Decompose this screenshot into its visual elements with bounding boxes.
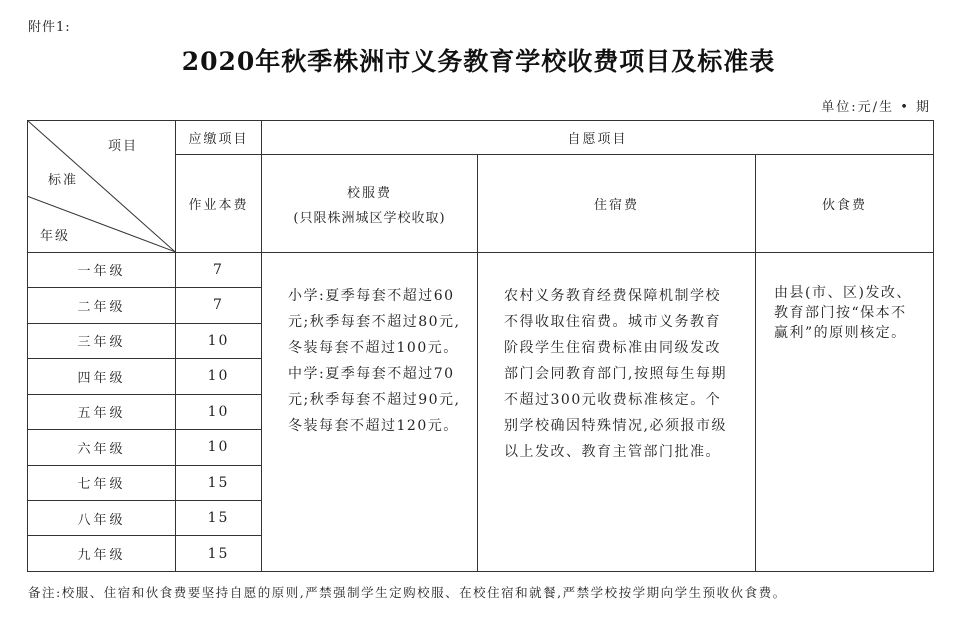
footnote: 备注:校服、住宿和伙食费要坚持自愿的原则,严禁强制学生定购校服、在校住宿和就餐,严禁学校按学期向学生预收伙食费。 <box>28 585 787 600</box>
homework-fee-cell: 10 <box>176 430 262 465</box>
homework-fee-cell: 15 <box>176 465 262 500</box>
grade-cell: 五年级 <box>28 394 176 429</box>
homework-fee-cell: 15 <box>176 536 262 572</box>
homework-fee-cell: 7 <box>176 288 262 323</box>
page-title: 2020年秋季株洲市义务教育学校收费项目及标准表 <box>181 47 776 76</box>
homework-fee-cell: 10 <box>176 394 262 429</box>
attachment-label: 附件1: <box>28 20 71 35</box>
homework-fee-header: 作业本费 <box>176 155 262 252</box>
grade-cell: 九年级 <box>28 536 176 572</box>
uniform-fee-description: 小学:夏季每套不超过60元;秋季每套不超过80元,冬装每套不超过100元。中学:夏季每套不超过70元;秋季每套不超过90元,冬装每套不超过120元。 <box>262 252 478 571</box>
diag-item-label: 项目 <box>108 139 139 154</box>
grade-cell: 八年级 <box>28 501 176 536</box>
homework-fee-cell: 7 <box>176 252 262 287</box>
homework-fee-cell: 10 <box>176 323 262 358</box>
homework-fee-cell: 10 <box>176 359 262 394</box>
diag-grade-label: 年级 <box>40 229 71 244</box>
homework-fee-cell: 15 <box>176 501 262 536</box>
uniform-fee-subtitle: (只限株洲城区学校收取) <box>293 210 446 226</box>
unit-label: 单位:元/生 • 期 <box>821 100 931 115</box>
voluntary-group-header: 自愿项目 <box>262 121 934 155</box>
grade-cell: 一年级 <box>28 252 176 287</box>
uniform-fee-title: 校服费 <box>346 185 392 201</box>
fee-table <box>27 120 934 572</box>
grade-cell: 四年级 <box>28 359 176 394</box>
grade-cell: 三年级 <box>28 323 176 358</box>
food-fee-header: 伙食费 <box>756 155 934 252</box>
boarding-fee-description: 农村义务教育经费保障机制学校不得收取住宿费。城市义务教育阶段学生住宿费标准由同级发改部门会同教育部门,按照每生每期不超过300元收费标准核定。个别学校确因特殊情况,必须报市级以上发改、教育主管部门批准。 <box>478 252 756 571</box>
grade-cell: 二年级 <box>28 288 176 323</box>
grade-cell: 六年级 <box>28 430 176 465</box>
food-fee-description: 由县(市、区)发改、教育部门按“保本不赢利”的原则核定。 <box>756 252 934 571</box>
grade-cell: 七年级 <box>28 465 176 500</box>
diag-standard-label: 标准 <box>48 173 79 188</box>
table-row <box>28 252 934 287</box>
uniform-fee-header <box>262 155 478 252</box>
diagonal-header-cell <box>28 121 176 253</box>
mandatory-group-header: 应缴项目 <box>176 121 262 155</box>
boarding-fee-header: 住宿费 <box>478 155 756 252</box>
